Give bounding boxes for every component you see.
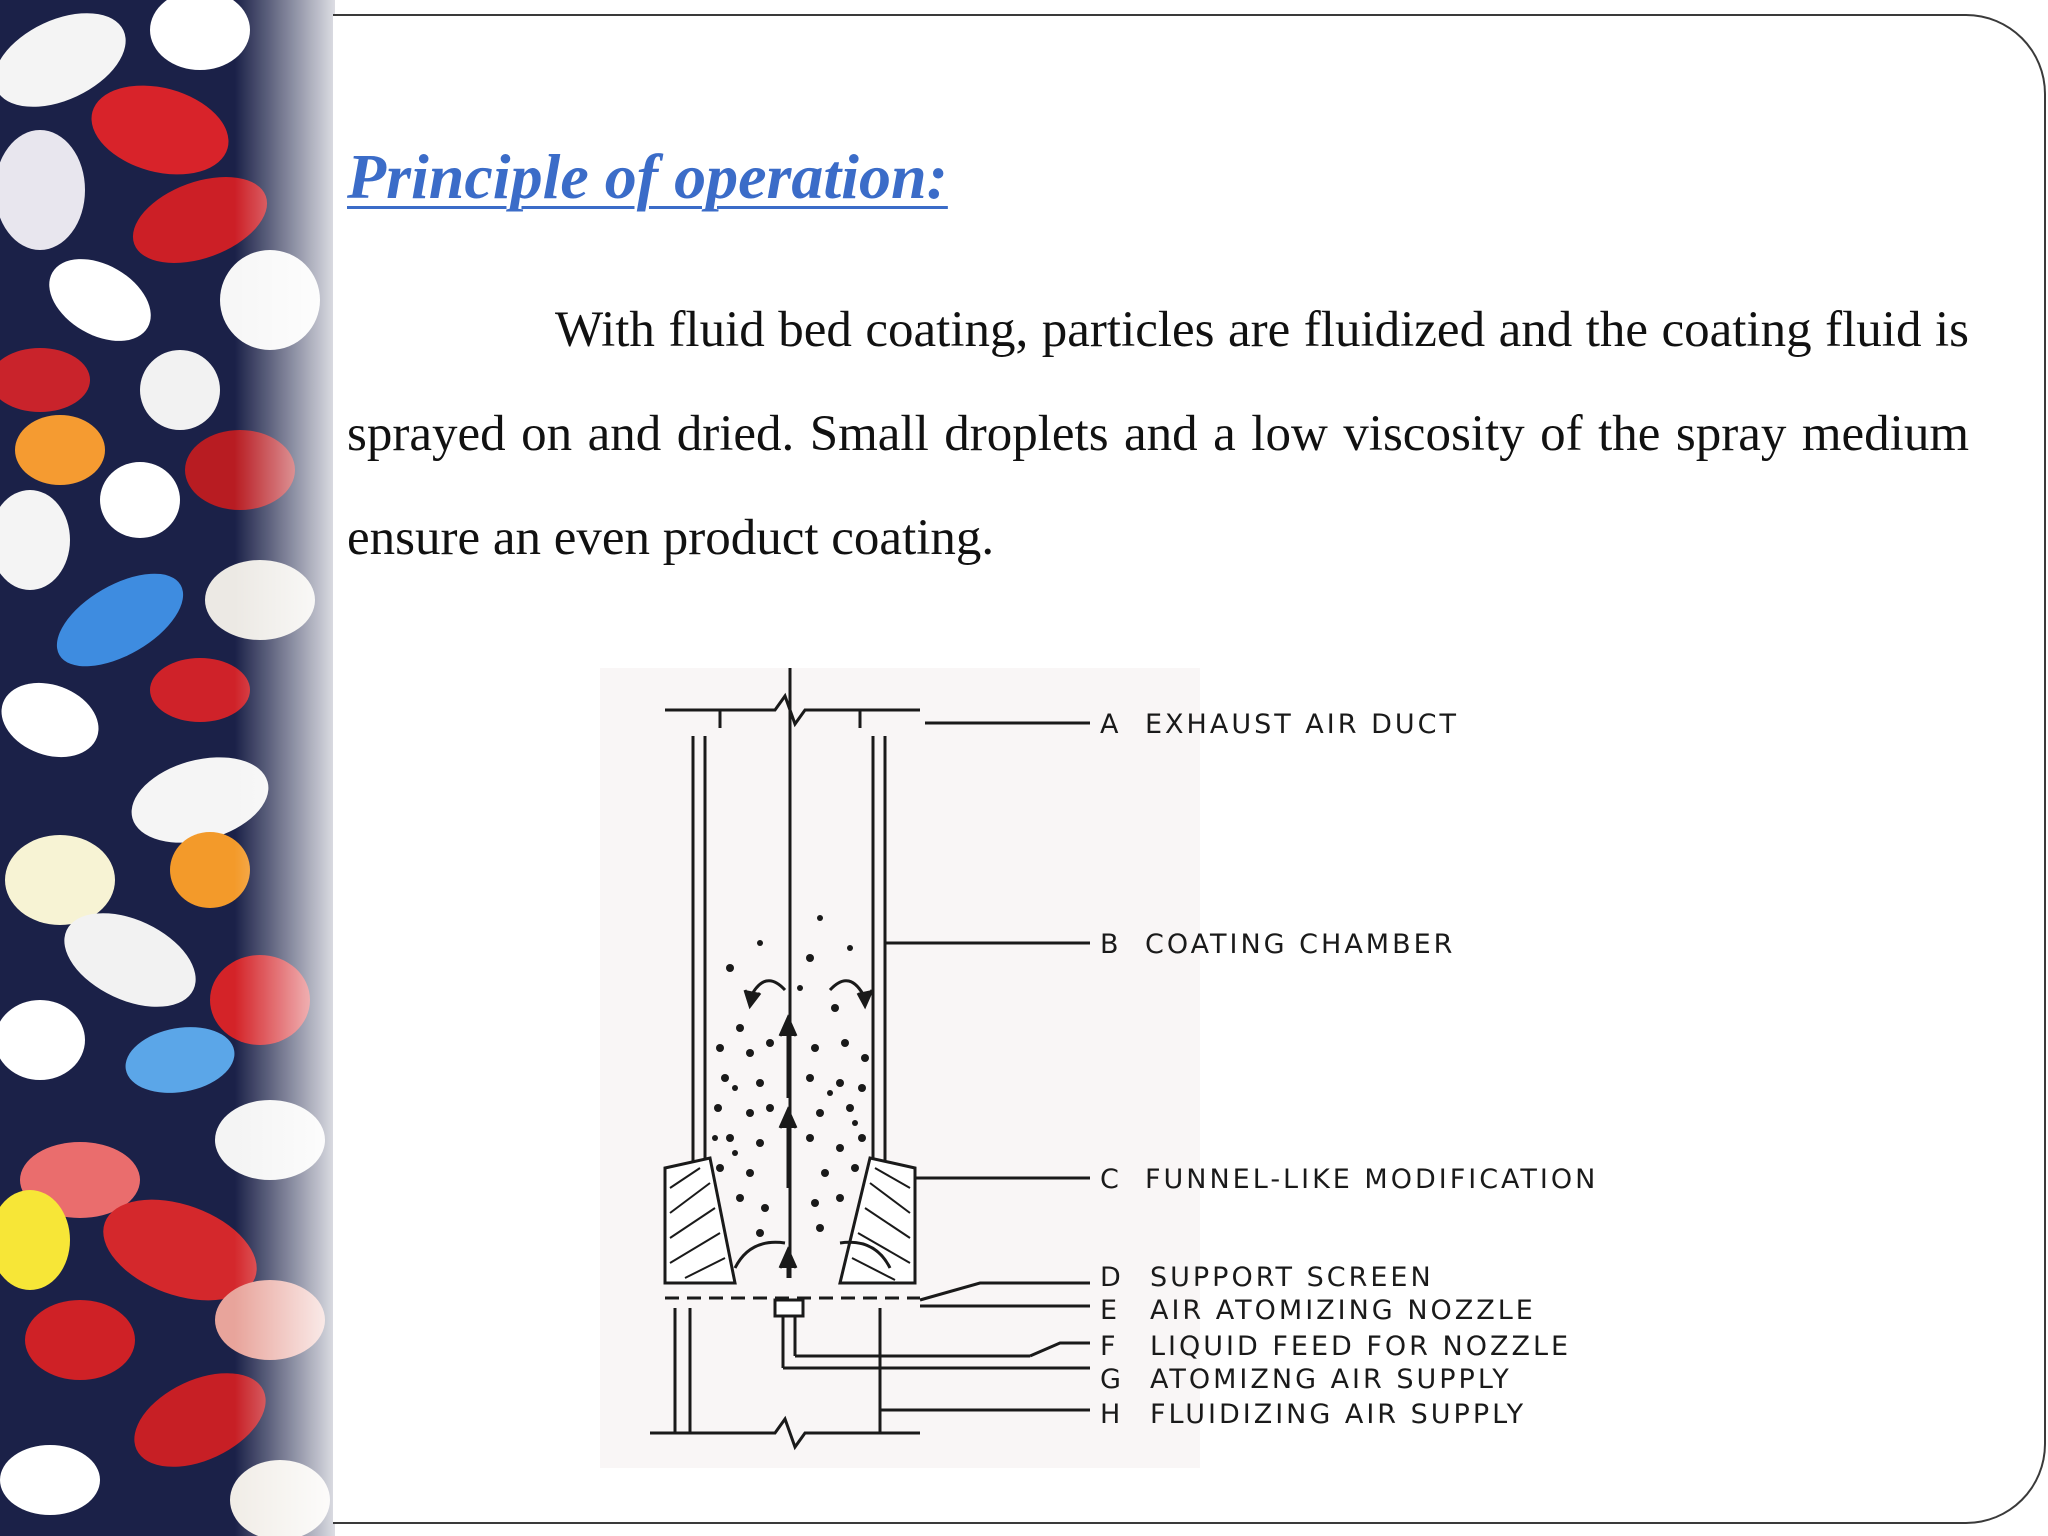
label-b-letter: B bbox=[1100, 929, 1122, 960]
pills-background-image bbox=[0, 0, 335, 1536]
label-e-text: AIR ATOMIZING NOZZLE bbox=[1150, 1295, 1536, 1326]
label-b-text: COATING CHAMBER bbox=[1145, 929, 1456, 960]
fluid-bed-coater-diagram bbox=[600, 668, 1680, 1468]
label-a-letter: A bbox=[1100, 709, 1122, 740]
label-d-text: SUPPORT SCREEN bbox=[1150, 1262, 1434, 1293]
label-f-letter: F bbox=[1100, 1331, 1119, 1362]
label-h-letter: H bbox=[1100, 1399, 1124, 1430]
label-d-letter: D bbox=[1100, 1262, 1124, 1293]
label-c-text: FUNNEL-LIKE MODIFICATION bbox=[1145, 1164, 1599, 1195]
label-f-text: LIQUID FEED FOR NOZZLE bbox=[1150, 1331, 1572, 1362]
label-e-letter: E bbox=[1100, 1295, 1121, 1326]
label-h-text: FLUIDIZING AIR SUPPLY bbox=[1150, 1399, 1527, 1430]
slide-paragraph: With fluid bed coating, particles are fluidized and the coating fluid is sprayed on and dried. Small droplets and a low viscosity of the spray medium ensure an even product coating. bbox=[347, 302, 1969, 566]
slide-title: Principle of operation: bbox=[347, 141, 948, 212]
label-g-letter: G bbox=[1100, 1364, 1124, 1395]
label-c-letter: C bbox=[1100, 1164, 1122, 1195]
label-a-text: EXHAUST AIR DUCT bbox=[1145, 709, 1459, 740]
label-g-text: ATOMIZNG AIR SUPPLY bbox=[1150, 1364, 1512, 1395]
